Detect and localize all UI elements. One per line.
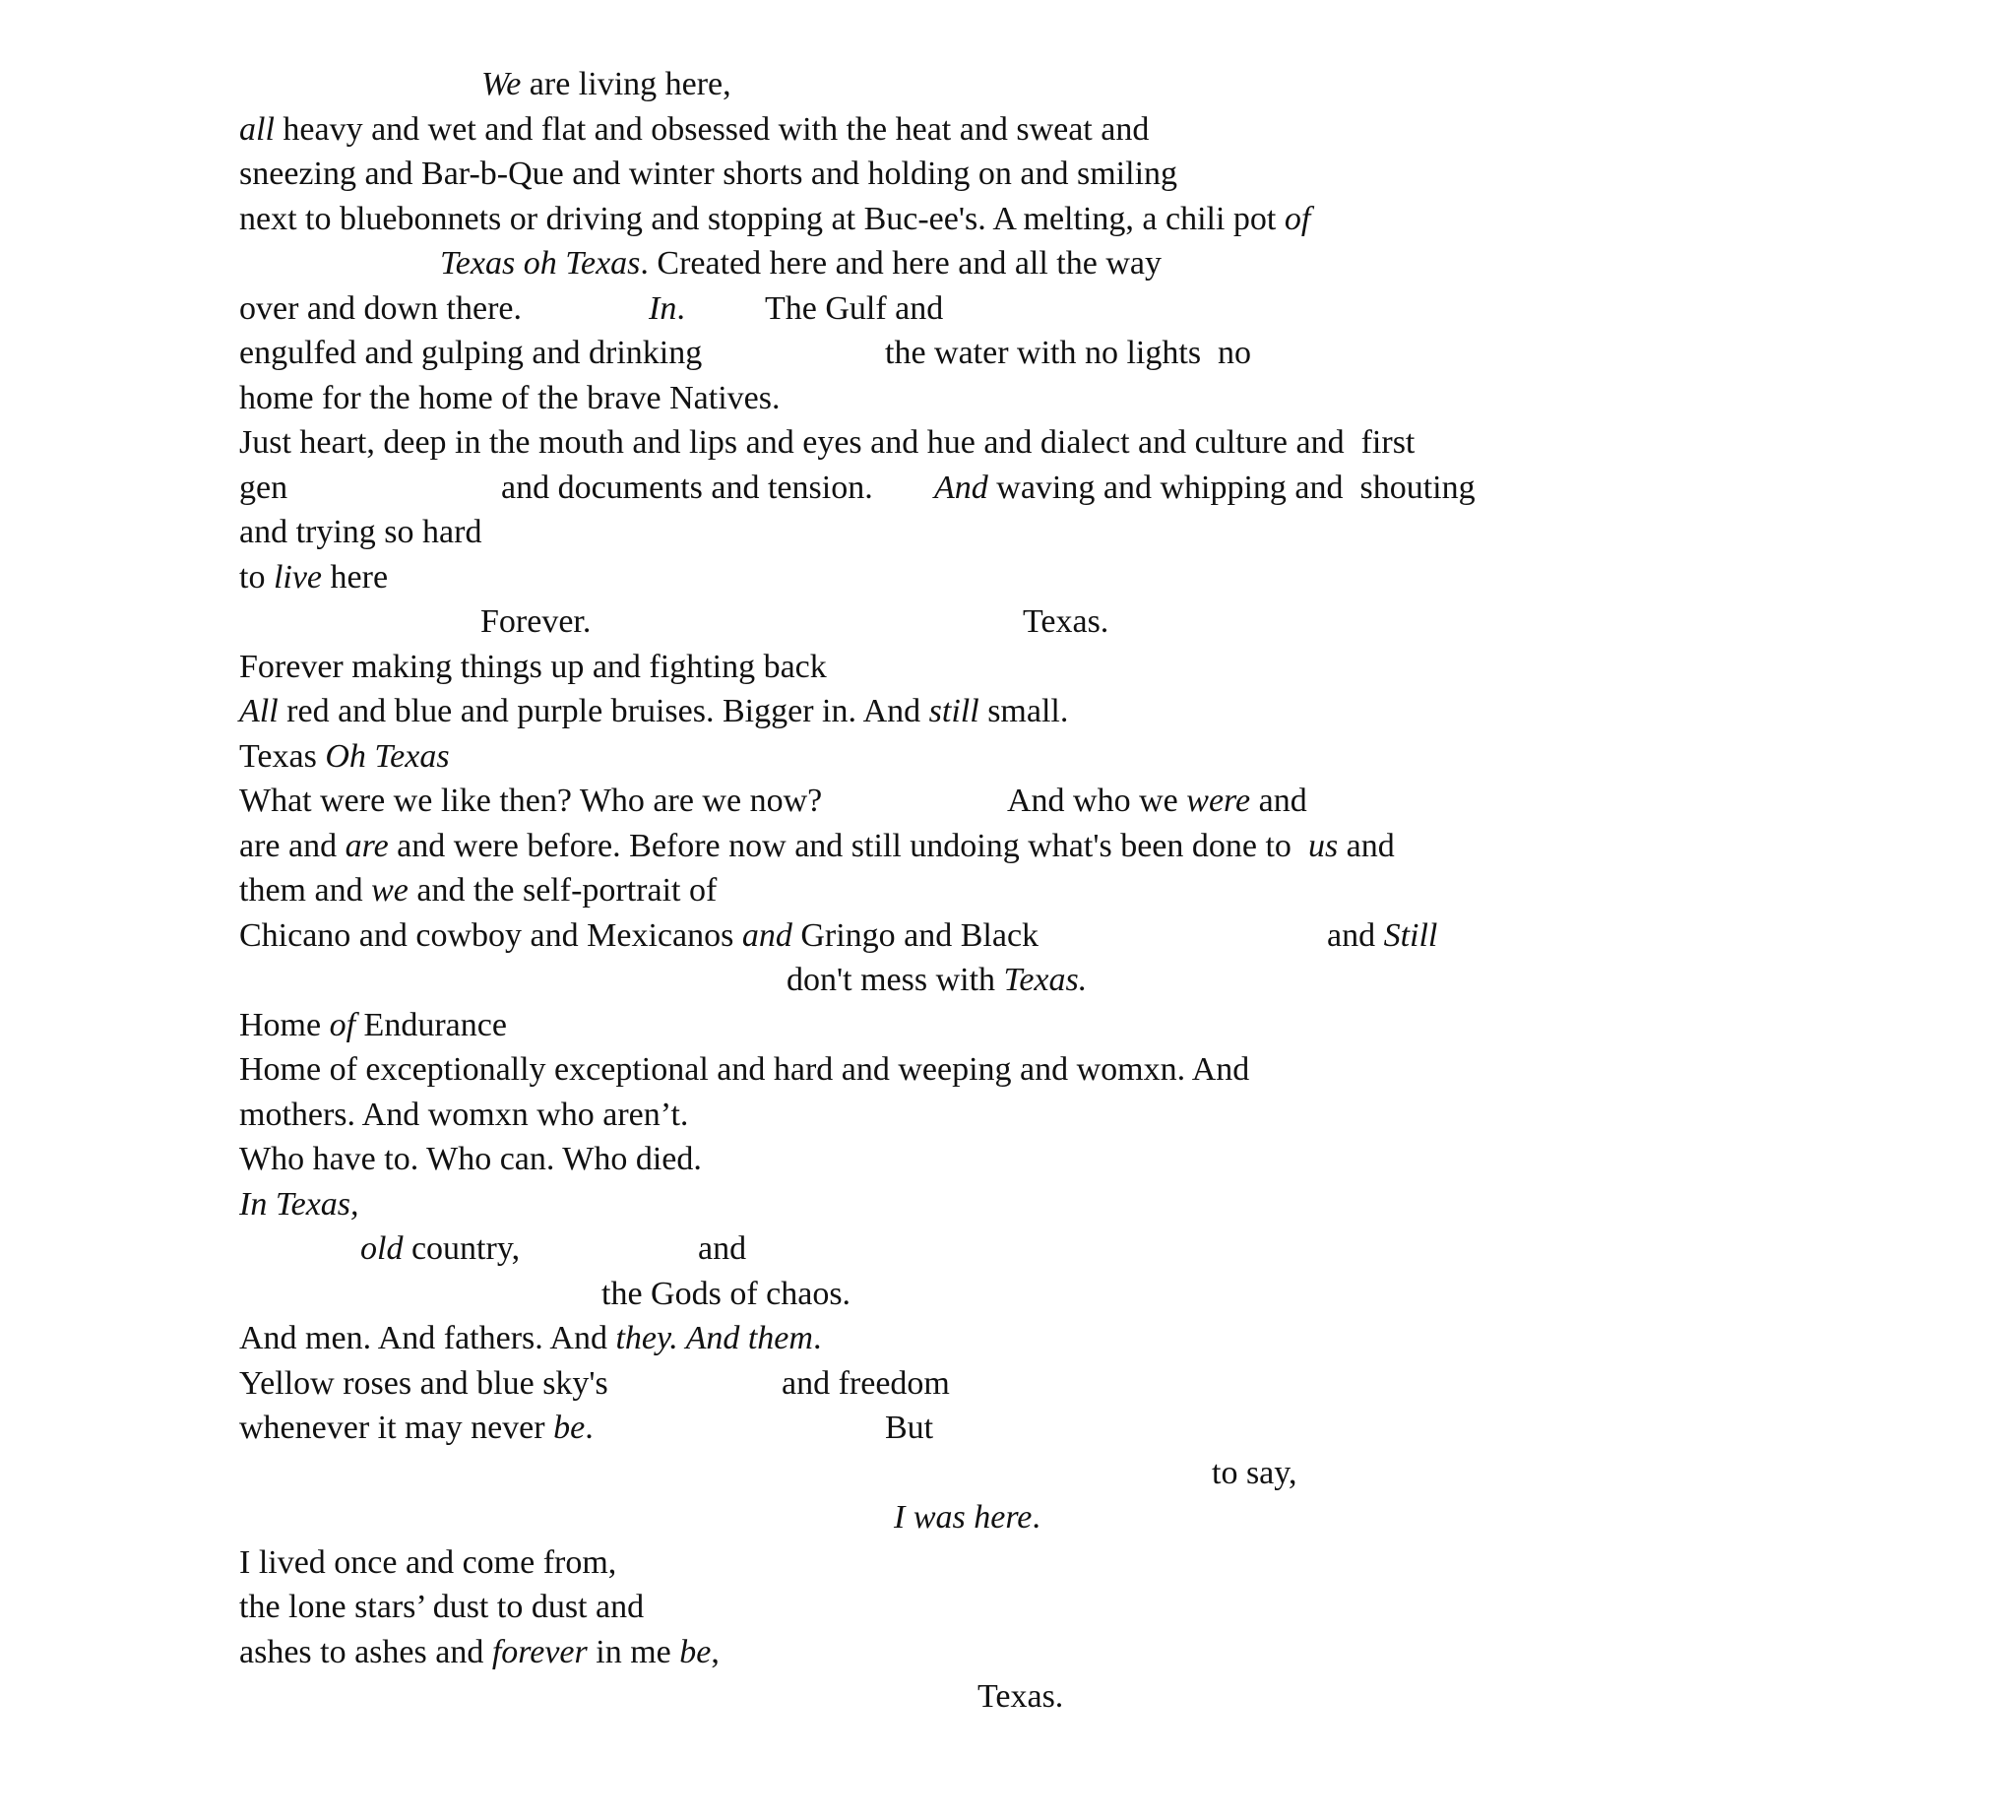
poem-text: here <box>322 558 389 596</box>
poem-text: Home <box>239 1006 330 1043</box>
poem-text: Chicano and cowboy and Mexicanos <box>239 916 742 954</box>
poem-line <box>239 1495 1834 1540</box>
poem-line <box>239 1093 1834 1138</box>
poem-text: . Created here and here and all the way <box>640 245 1162 282</box>
poem-text: over and down there. <box>239 289 523 327</box>
poem-text: them and <box>239 872 372 909</box>
poem-text-italic: are <box>345 827 389 864</box>
poem-text: and the self-portrait of <box>408 872 718 909</box>
poem-text: the water with no lights no <box>885 335 1252 371</box>
poem-line <box>239 958 1834 1003</box>
poem-text: Texas. <box>977 1678 1064 1715</box>
poem-line <box>239 868 1834 913</box>
poem-text: And who we <box>1007 783 1187 819</box>
poem-text-italic: Oh Texas <box>325 737 450 775</box>
poem-line <box>239 152 1834 197</box>
poem-line <box>239 466 1834 511</box>
poem-text-italic: us <box>1307 827 1339 864</box>
poem-text: Forever. <box>480 603 592 640</box>
poem-text: red and blue and purple bruises. Bigger in. And <box>278 693 929 729</box>
poem-line <box>239 1540 1834 1586</box>
poem-text: and <box>1327 916 1384 954</box>
poem-line <box>239 1406 1834 1451</box>
poem-text: But <box>885 1410 934 1446</box>
poem-line <box>239 824 1834 869</box>
poem-line <box>239 376 1834 421</box>
poem-line <box>239 1316 1834 1361</box>
poem-line <box>239 913 1834 959</box>
poem-text: and <box>1338 827 1395 864</box>
poem-text: , <box>711 1633 720 1670</box>
poem-text-italic: I was here <box>894 1499 1033 1536</box>
poem-line <box>239 1272 1834 1317</box>
poem-text: engulfed and gulping and drinking <box>239 335 703 371</box>
poem-text-italic: be <box>553 1410 586 1446</box>
poem-line <box>239 645 1834 690</box>
poem-line <box>239 599 1834 645</box>
poem-text-italic: All <box>239 693 279 729</box>
poem-line <box>239 1361 1834 1407</box>
poem-line <box>239 1451 1834 1496</box>
poem-text-italic: and <box>741 916 792 954</box>
poem-line <box>239 331 1834 376</box>
poem-text-italic: we <box>371 872 409 909</box>
poem-text: home for the home of the brave Natives. <box>239 379 781 416</box>
poem-text: country, <box>403 1230 521 1267</box>
poem-text: the lone stars’ dust to dust and <box>239 1589 645 1625</box>
poem-text: and <box>698 1230 747 1267</box>
poem-text: are living here, <box>521 66 731 102</box>
poem-text: Forever making things up and fighting back <box>239 648 827 685</box>
poem-text: waving and whipping and shouting <box>987 469 1476 506</box>
poem-line <box>239 1047 1834 1093</box>
poem-text: Who have to. Who can. Who died. <box>239 1141 702 1177</box>
poem-text: ashes to ashes and <box>239 1633 492 1670</box>
poem-text-italic: Still <box>1383 916 1438 954</box>
poem-text: I lived once and come from, <box>239 1543 617 1581</box>
poem-line <box>239 1003 1834 1048</box>
poem-line <box>239 510 1834 555</box>
poem-text-italic: of <box>329 1006 356 1043</box>
poem-line <box>239 62 1834 107</box>
poem-line <box>239 420 1834 466</box>
poem-text-italic: Texas oh Texas <box>440 245 641 282</box>
poem-text: The Gulf and <box>765 289 944 327</box>
poem-text: small. <box>978 693 1069 729</box>
poem-text: mothers. And womxn who aren’t. <box>239 1096 689 1133</box>
poem-text: and <box>1250 783 1307 819</box>
poem-text: . <box>585 1410 594 1446</box>
poem-line <box>239 197 1834 242</box>
poem-text: and freedom <box>782 1364 950 1402</box>
poem-text: whenever it may never <box>239 1410 554 1446</box>
poem-text: gen <box>239 469 288 506</box>
poem-line <box>239 689 1834 734</box>
poem-text: Gringo and Black <box>791 916 1040 954</box>
poem-text: . <box>1032 1499 1040 1536</box>
poem-line <box>239 1137 1834 1182</box>
poem-text: and trying so hard <box>239 514 482 550</box>
poem-text-italic: old <box>360 1230 404 1267</box>
poem-text: and documents and tension. <box>501 469 873 506</box>
poem-text: What were we like then? Who are we now? <box>239 783 823 819</box>
poem-text-italic: all <box>239 110 275 148</box>
poem-text: and were before. Before now and still undoing what's been done to <box>388 827 1308 864</box>
poem-line <box>239 1226 1834 1272</box>
poem-line <box>239 1674 1834 1720</box>
poem-text-italic: be <box>679 1633 712 1670</box>
poem-text-italic: Texas. <box>1003 962 1088 998</box>
poem-line <box>239 779 1834 824</box>
poem-text-italic: And <box>934 469 988 506</box>
poem-text-italic: We <box>481 66 522 102</box>
poem-text: . <box>812 1320 822 1356</box>
poem-line <box>239 1630 1834 1675</box>
poem-line <box>239 555 1834 600</box>
poem-text: Just heart, deep in the mouth and lips and eyes and hue and dialect and culture and first <box>239 424 1416 461</box>
poem-line <box>239 1585 1834 1630</box>
poem-text: heavy and wet and flat and obsessed with the heat and sweat and <box>274 110 1150 148</box>
poem-text-italic: In <box>649 289 677 327</box>
poem-text-italic: of <box>1284 200 1311 237</box>
poem-text: next to bluebonnets or driving and stopping at Buc-ee's. A melting, a chili pot <box>239 200 1285 237</box>
poem-line <box>239 734 1834 780</box>
poem-line <box>239 1182 1834 1227</box>
poem-text: . <box>676 289 685 327</box>
poem-text-italic: In Texas, <box>239 1185 359 1223</box>
poem-text: the Gods of chaos. <box>601 1275 851 1312</box>
poem-text: to say, <box>1212 1454 1297 1491</box>
poem-line <box>239 286 1834 332</box>
poem-text: Texas. <box>1023 603 1109 640</box>
poem-line <box>239 107 1834 153</box>
poem-text: Endurance <box>355 1006 507 1043</box>
poem-text: Yellow roses and blue sky's <box>239 1364 608 1402</box>
poem-text: don't mess with <box>787 962 1004 998</box>
poem-line <box>239 241 1834 286</box>
poem-text-italic: forever <box>491 1633 588 1670</box>
poem-text: to <box>239 558 274 596</box>
poem-text: sneezing and Bar-b-Que and winter shorts and holding on and smiling <box>239 156 1178 192</box>
poem-text-italic: they. And them <box>615 1320 813 1356</box>
poem-text-italic: live <box>273 558 323 596</box>
poem-text: And men. And fathers. And <box>239 1320 616 1356</box>
poem-text: are and <box>239 827 346 864</box>
poem-text: Texas <box>239 737 326 775</box>
poem-text: in me <box>587 1633 680 1670</box>
poem-text: Home of exceptionally exceptional and hard and weeping and womxn. And <box>239 1051 1250 1088</box>
poem-text-italic: were <box>1186 783 1251 819</box>
poem-text-italic: still <box>928 693 979 729</box>
poem-body <box>239 62 1834 1720</box>
